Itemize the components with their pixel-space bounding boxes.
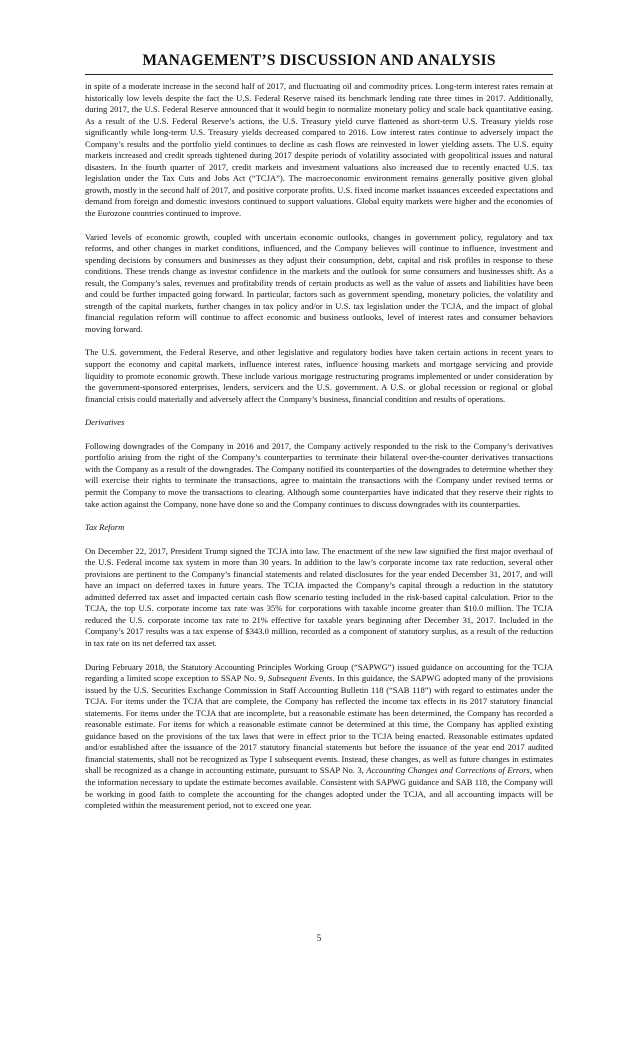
sapwg-text-part-3: , when the information necessary to update the estimate becomes available. Consistent with SAPWG guidance and SAB 118, the Company will be working in good faith to complete the accounting for the changes adopted under the TCJA, and all accounting impacts will be completed within the measurement period, not to exceed one year. [85,765,553,811]
section-heading-derivatives: Derivatives [85,417,125,428]
sapwg-text-part-2: . In this guidance, the SAPWG adopted many of the provisions issued by the U.S. Securities Exchange Commission in Staff Accounting Bulletin 118 (“SAB 118”) with regard to estimates under the TCJA. For items under the TCJA that are complete, the Company has reflected the income tax effects in its 2017 statutory financial statements. For items under the TCJA that are incomplete, but a reasonable estimate has been determined, the Company has recorded a reasonable estimate. For items for which a reasonable estimate cannot be determined at this time, the Company has applied existing guidance based on the provisions of the tax laws that were in effect prior to the TCJA being enacted. Reasonable estimates updated and/or established after the issuance of the 2017 statutory financial statements but before the issuance of the year end 2017 audited financial statements, shall not be recognized as Type I subsequent events. Instead, these changes, as well as future changes in estimates shall be recognized as a change in accounting estimate, pursuant to SSAP No. 3, [85,673,553,776]
paragraph-derivatives: Following downgrades of the Company in 2016 and 2017, the Company actively responded to the risk to the Company’s derivatives portfolio arising from the right of the Company’s counterparties to terminate their bilateral over-the-counter derivatives transactions with the Company as a result of the downgrades. The Company notified its counterparties of the downgrades to determine whether they will exercise their rights to terminate the transactions, agree to maintain the transactions with the Company under revised terms or permit the Company to move the transactions to clearing. Although some counterparties have indicated that they reserve their rights to take action against the Company, none have done so and the Company continues to discuss downgrades with its counterparties. [85,440,553,509]
sapwg-text-part-1: During February 2018, the Statutory Accounting Principles Working Group (“SAPWG”) issued guidance on accounting for the TCJA regarding a limited scope exception to SSAP No. 9, [85,661,553,684]
document-page [85,52,553,824]
paragraph-government-actions: The U.S. government, the Federal Reserve, and other legislative and regulatory bodies have taken certain actions in recent years to support the economy and capital markets, influence interest rates, influence housing markets and mortgage servicing and provide liquidity to promote economic growth. These include various mortgage restructuring programs implemented or under consideration by the government-sponsored enterprises, lenders, servicers and the U.S. government. A U.S. or global recession or regional or global financial crisis could materially and adversely affect the Company’s business, financial condition and results of operations. [85,347,553,404]
page-header-title: MANAGEMENT’S DISCUSSION AND ANALYSIS [85,52,553,75]
paragraph-tcja-enactment: On December 22, 2017, President Trump signed the TCJA into law. The enactment of the new law signified the first major overhaul of the U.S. Federal income tax system in more than 30 years. In addition to the law’s corporate income tax rate reduction, several other provisions are pertinent to the Company’s financial statements and related disclosures for the year ended December 31, 2017, and will have an impact on deferred taxes in future years. The TCJA impacted the Company’s capital through a reduction in the statutory admitted deferred tax asset and impacted certain cash flow scenario testing included in the risk-based capital calculation. Prior to the TCJA, the top U.S. corporate income tax rate was 35% for corporations with taxable income greater than $10.0 million. The TCJA reduced the U.S. corporate income tax rate to 21% effective for taxable years beginning after December 31, 2017. Included in the Company’s 2017 results was a tax expense of $343.0 million, recorded as a component of statutory surplus, as a result of the reduction in tax rate on its net deferred tax asset. [85,545,553,648]
sapwg-italic-subsequent-events: Subsequent Events [268,673,333,684]
paragraph-economic-conditions: in spite of a moderate increase in the second half of 2017, and fluctuating oil and commodity prices. Long-term interest rates remain at historically low levels despite the fact the U.S. Federal Reserve raised its benchmark lending rate three times in 2017. Additionally, during 2017, the U.S. Federal Reserve announced that it would begin to normalize monetary policy and scale back quantitative easing. As a result of the U.S. Federal Reserve’s actions, the U.S. Treasury yield curve flattened as short-term U.S. Treasury yields rose significantly while long-term U.S. Treasury yields decreased compared to 2016. Low interest rates continue to adversely impact the Company’s results and the portfolio yield continues to decline as cash flows are reinvested in lower yielding assets. The U.S. equity markets increased and credit spreads tightened during 2017 despite periods of volatility associated with geopolitical issues and natural disasters. In the fourth quarter of 2017, credit markets and investment valuations also increased due to recently enacted U.S. tax legislation under the Tax Cuts and Jobs Act (“TCJA”). The macroeconomic environment remains generally positive given global growth, mostly in the second half of 2017, and positive corporate profits. U.S. fixed income market issuances exceeded expectations and demand from foreign and domestic investors continued to support valuations. Global equity markets were higher and the economies of the Eurozone countries continued to improve. [85,81,553,219]
paragraph-sapwg-guidance [85,662,553,812]
sapwg-italic-accounting-changes: Accounting Changes and Corrections of Errors [366,765,530,776]
paragraph-economic-growth: Varied levels of economic growth, coupled with uncertain economic outlooks, changes in government policy, regulatory and tax reforms, and other changes in market conditions, influenced, and the Company believes will continue to influence, investment and spending decisions by consumers and businesses as they adjust their consumption, debt, capital and risk profiles in response to these conditions. These trends change as investor confidence in the markets and the outlook for some consumers and businesses shift. As a result, the Company’s sales, revenues and profitability trends of certain products as well as the value of assets and liabilities have been and could be further impacted going forward. In particular, factors such as government spending, monetary policies, the volatility and strength of the capital markets, further changes in tax policy and/or in U.S. tax legislation under the TCJA, and the impact of global financial regulation reform will continue to affect economic and business outlooks, level of interest rates and consumer behaviors moving forward. [85,231,553,334]
section-heading-tax-reform: Tax Reform [85,522,125,533]
page-number: 5 [316,933,322,943]
